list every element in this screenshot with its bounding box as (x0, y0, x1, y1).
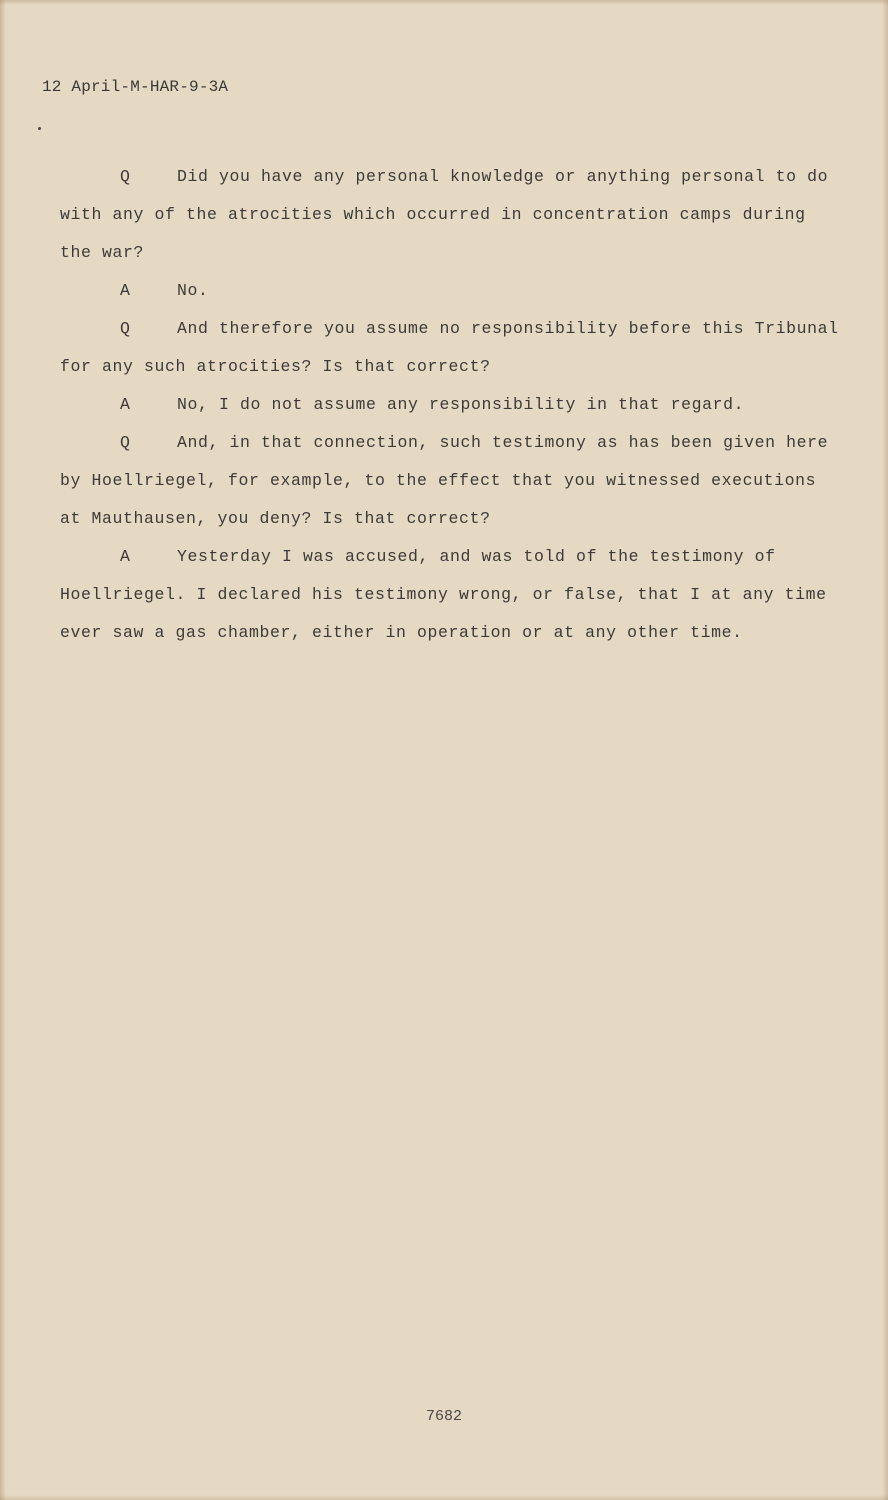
document-header: 12 April-M-HAR-9-3A (42, 78, 229, 96)
paragraph-text: Yesterday I was accused, and was told of the testimony of Hoellriegel. I declared his testimony wrong, or false, that I at any time ever saw a gas chamber, either in operation or at any other time. (60, 547, 827, 642)
speaker-label: Q (120, 167, 131, 186)
paragraph-text: Did you have any personal knowledge or anything personal to do with any of the atrocities which occurred in concentration camps during the war? (60, 167, 829, 262)
page-number: 7682 (425, 1408, 462, 1425)
testimony-paragraph (60, 272, 840, 310)
ink-speck (38, 127, 41, 130)
paragraph-text: And, in that connection, such testimony as has been given here by Hoellriegel, for example, to the effect that you witnessed executions at Mauthausen, you deny? Is that correct? (60, 433, 829, 528)
testimony-paragraph (60, 158, 840, 272)
testimony-paragraph (60, 310, 840, 386)
testimony-body (60, 158, 840, 652)
testimony-paragraph (60, 424, 840, 538)
testimony-paragraph (60, 386, 840, 424)
paragraph-text: No. (177, 281, 209, 300)
speaker-label: Q (120, 319, 131, 338)
speaker-label: A (120, 395, 131, 414)
testimony-paragraph (60, 538, 840, 652)
paragraph-text: No, I do not assume any responsibility in that regard. (177, 395, 745, 414)
speaker-label: A (120, 547, 131, 566)
paragraph-text: And therefore you assume no responsibility before this Tribunal for any such atrocities? Is that correct? (60, 319, 839, 376)
speaker-label: A (120, 281, 131, 300)
speaker-label: Q (120, 433, 131, 452)
